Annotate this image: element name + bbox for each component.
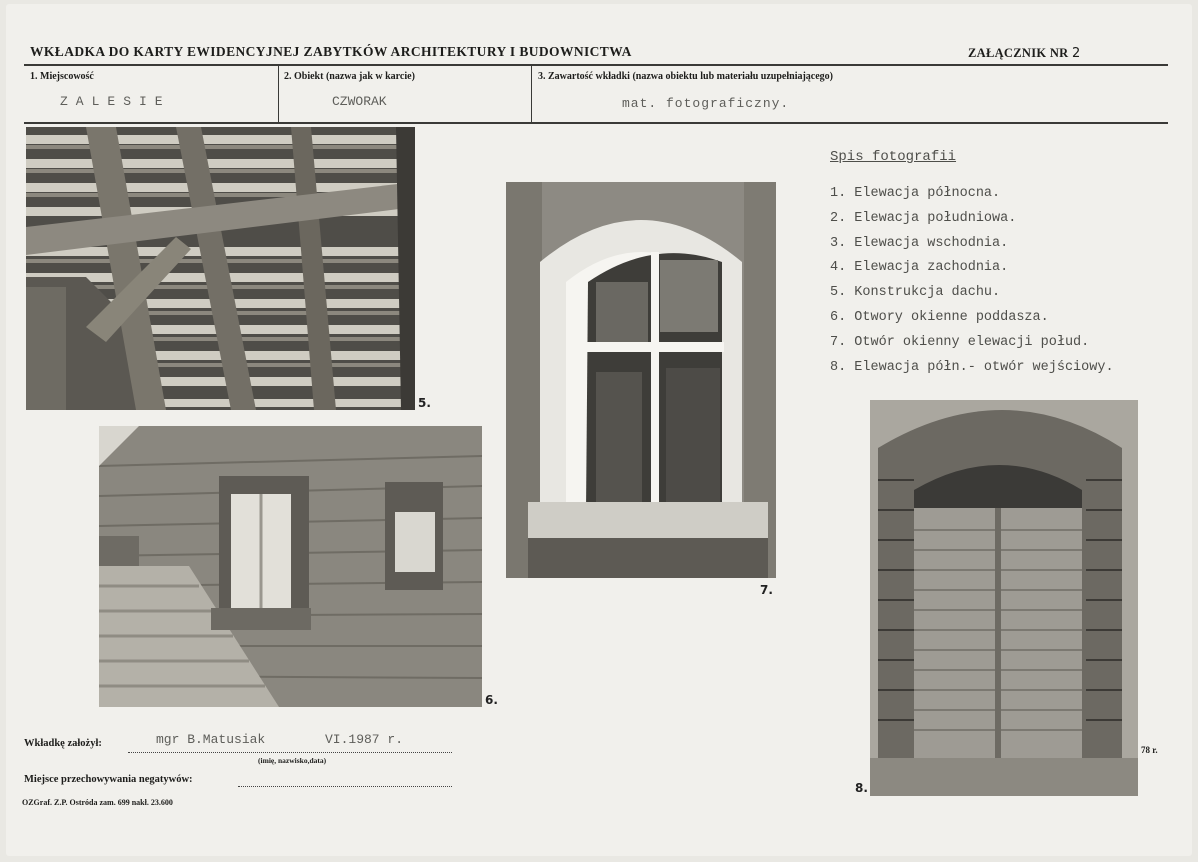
annex-number: 2 [1071,46,1081,61]
field-divider-2 [531,66,532,122]
created-by-label: Wkładkę założył: [24,738,102,749]
photo-entrance-door [870,400,1138,796]
list-item: 7. Otwór okienny elewacji połud. [830,334,1090,350]
list-item: 4. Elewacja zachodnia. [830,260,1009,276]
negatives-line [238,786,452,787]
photo-list-heading: Spis fotografii [830,149,957,165]
photo-label-5: 5. [418,396,431,410]
created-hint: (imię, nazwisko,data) [258,756,327,765]
photo-roof-structure [26,127,415,410]
annex-heading [968,46,1081,61]
created-date: VI.1987 r. [325,732,404,747]
list-item: 8. Elewacja półn.- otwór wejściowy. [830,359,1114,375]
list-item: 3. Elewacja wschodnia. [830,235,1009,251]
card-title: WKŁADKA DO KARTY EWIDENCYJNEJ ZABYTKÓW ARCHITEKTURY I BUDOWNICTWA [30,44,632,59]
created-by-line [128,752,452,753]
locality-value: ZALESIE [60,94,171,109]
side-note: 78 r. [1141,745,1158,755]
photo-label-8: 8. [855,781,868,795]
list-item: 5. Konstrukcja dachu. [830,285,1001,301]
photo-list [830,182,1114,380]
print-info: OZGraf. Z.P. Ostróda zam. 699 nakł. 23.600 [22,798,173,807]
locality-label: 1. Miejscowość [30,71,94,82]
contents-label: 3. Zawartość wkładki (nazwa obiektu lub materiału uzupełniającego) [538,71,834,82]
photo-label-7: 7. [760,583,773,597]
photo-label-6: 6. [485,693,498,707]
field-divider-1 [278,66,279,122]
photo-attic-windows [99,426,482,707]
object-label: 2. Obiekt (nazwa jak w karcie) [284,71,415,82]
contents-value: mat. fotograficzny. [622,96,790,111]
fields-bottom-rule [24,122,1168,124]
object-value: CZWORAK [332,94,387,109]
negatives-label: Miejsce przechowywania negatywów: [24,774,193,785]
photo-window-detail [506,182,776,578]
list-item: 1. Elewacja północna. [830,186,1001,201]
created-by-value: mgr B.Matusiak [156,732,266,747]
list-item: 2. Elewacja południowa. [830,210,1017,226]
annex-label: ZAŁĄCZNIK NR [968,46,1069,60]
list-item: 6. Otwory okienne poddasza. [830,309,1049,325]
header-rule [24,64,1168,66]
